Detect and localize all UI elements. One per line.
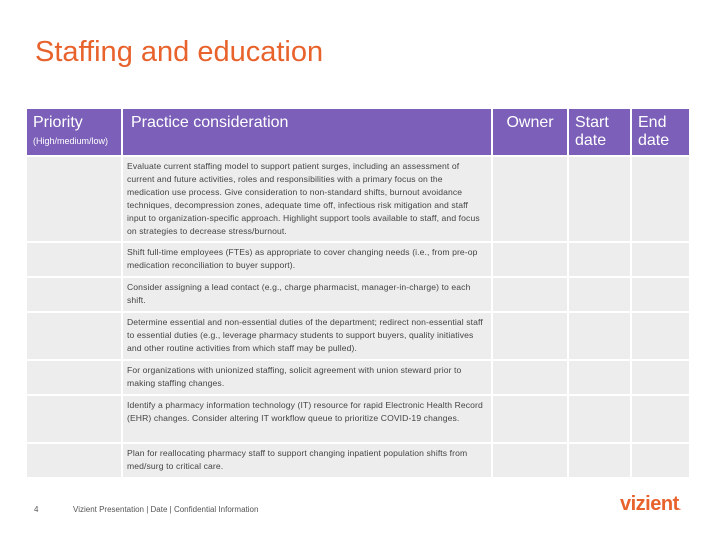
logo-text: vizient bbox=[620, 493, 679, 515]
practice-header: Practice consideration bbox=[123, 109, 491, 155]
start-date-header: Start date bbox=[569, 109, 630, 155]
table-row bbox=[27, 278, 689, 311]
table-row bbox=[27, 361, 689, 394]
priority-cell[interactable] bbox=[27, 243, 121, 276]
priority-cell[interactable] bbox=[27, 396, 121, 442]
priority-cell[interactable] bbox=[27, 444, 121, 477]
owner-cell[interactable] bbox=[493, 361, 567, 394]
page-number: 4 bbox=[34, 505, 39, 514]
table-row bbox=[27, 243, 689, 276]
owner-cell[interactable] bbox=[493, 278, 567, 311]
end-date-cell[interactable] bbox=[632, 361, 689, 394]
priority-cell[interactable] bbox=[27, 313, 121, 359]
table-row bbox=[27, 313, 689, 359]
owner-header: Owner bbox=[493, 109, 567, 155]
start-date-cell[interactable] bbox=[569, 396, 630, 442]
owner-cell[interactable] bbox=[493, 157, 567, 241]
table-row bbox=[27, 444, 689, 477]
logo-dot: . bbox=[678, 503, 681, 512]
practice-cell: Evaluate current staffing model to support patient surges, including an assessment of current and future activities, roles and responsibilities with a primary focus on the medication use process. Give consideration to non-standard shifts, burnout avoidance techniques, decompression zones, adequate time off, infectious risk mitigation and staff input to organization-specific approach. Highlight support tools available to staff, and focus on strategies to decrease stress/burnout. bbox=[123, 157, 491, 241]
end-date-cell[interactable] bbox=[632, 157, 689, 241]
start-date-cell[interactable] bbox=[569, 313, 630, 359]
end-date-cell[interactable] bbox=[632, 396, 689, 442]
start-date-cell[interactable] bbox=[569, 361, 630, 394]
owner-cell[interactable] bbox=[493, 313, 567, 359]
start-date-cell[interactable] bbox=[569, 157, 630, 241]
owner-cell[interactable] bbox=[493, 444, 567, 477]
table-header-row bbox=[27, 109, 689, 155]
table-row bbox=[27, 157, 689, 241]
end-date-cell[interactable] bbox=[632, 278, 689, 311]
practice-cell: Identify a pharmacy information technology (IT) resource for rapid Electronic Health Record (EHR) changes. Consider altering IT workflow queue to prioritize COVID-19 changes. bbox=[123, 396, 491, 442]
priority-cell[interactable] bbox=[27, 278, 121, 311]
table-row bbox=[27, 396, 689, 442]
practice-cell: For organizations with unionized staffing, solicit agreement with union steward prior to making staffing changes. bbox=[123, 361, 491, 394]
priority-cell[interactable] bbox=[27, 361, 121, 394]
owner-cell[interactable] bbox=[493, 243, 567, 276]
priority-header bbox=[27, 109, 121, 155]
priority-cell[interactable] bbox=[27, 157, 121, 241]
practice-cell: Plan for reallocating pharmacy staff to support changing inpatient population shifts from med/surg to critical care. bbox=[123, 444, 491, 477]
end-date-header: End date bbox=[632, 109, 689, 155]
priority-header-sublabel: (High/medium/low) bbox=[33, 136, 109, 146]
start-date-cell[interactable] bbox=[569, 243, 630, 276]
practice-cell: Determine essential and non-essential duties of the department; redirect non-essential staff to essential duties (e.g., leverage pharmacy students to support buyers, quality initiatives and other routine activities from which staff may be pulled). bbox=[123, 313, 491, 359]
end-date-cell[interactable] bbox=[632, 243, 689, 276]
footer-text: Vizient Presentation | Date | Confidential Information bbox=[73, 505, 259, 514]
owner-cell[interactable] bbox=[493, 396, 567, 442]
page-title: Staffing and education bbox=[35, 36, 324, 68]
vizient-logo bbox=[620, 493, 680, 516]
start-date-cell[interactable] bbox=[569, 278, 630, 311]
start-date-cell[interactable] bbox=[569, 444, 630, 477]
staffing-table bbox=[25, 107, 691, 479]
end-date-cell[interactable] bbox=[632, 313, 689, 359]
end-date-cell[interactable] bbox=[632, 444, 689, 477]
practice-cell: Consider assigning a lead contact (e.g., charge pharmacist, manager-in-charge) to each shift. bbox=[123, 278, 491, 311]
priority-header-label: Priority bbox=[33, 114, 83, 131]
practice-cell: Shift full-time employees (FTEs) as appropriate to cover changing needs (i.e., from pre-op medication reconciliation to buyer support). bbox=[123, 243, 491, 276]
